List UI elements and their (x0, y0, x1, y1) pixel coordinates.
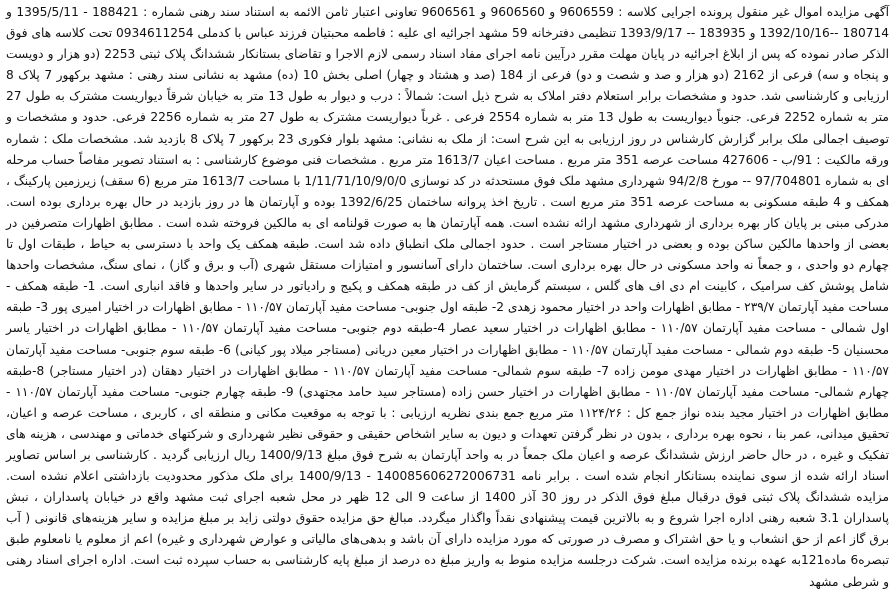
notice-body-text: آگهی مزایده اموال غیر منقول پرونده اجرایی کلاسه : 9606559 و 9606560 و 9606561 تعاونی اعتبار ثامن الائمه به استناد سند رهنی شماره : 188421 - 1395/5/11 و 180714 --1392/10/16 و 183935 -- 1393/9/17 تنظیمی دفترخانه 59 مشهد اجرائیه ای علیه : فاطمه محبتیان فرزند عباس با کدملی 0934611254 تحت کلاسه های فوق الذکر صادر نموده که پس از ابلاغ اجرائیه در پایان مهلت مقرر درآیین نامه اجرای مفاد اسناد رسمی لازم الاجرا و تقاضای بستانکار ششدانگ پلاک ثبتی 2253 (دو هزار و دویست و پنجاه و سه) فرعی از 2162 (دو هزار و صد و شصت و دو) فرعی از 184 (صد و هشتاد و چهار) اصلی بخش 10 (ده) مشهد به نشانی سند رهنی : مشهد برکهور 7 پلاک 8 ارزیابی و کارشناسی شد. حدود و مشخصات برابر استعلام دفتر املاک به شرح ذیل است: شمالاً : درب و دیوار به طول 13 متر به خیابان شرقاً دیواریست مشترک به طول 27 متر به شماره 2252 فرعی. جنوباً دیواریست به طول 13 متر به شماره 2554 فرعی . غرباً دیواریست مشترک به طول 27 متر به شماره 2256 فرعی. حدود و مشخصات و توصیف اجمالی ملک برابر گزارش کارشناس در روز ارزیابی به این شرح است: از ملک به نشانی: مشهد بلوار فکوری 23 برکهور 7 پلاک 8 بازدید شد. مشخصات ملک : شماره ورقه مالکیت : 91/ب - 427606 مساحت عرصه 351 متر مربع . مساحت اعیان 1613/7 متر مربع . مشخصات فنی موضوع کارشناسی : به استناد تصویر مفاصاً حساب مرحله ای به شماره 97/704801 -- مورخ 94/2/8 شهرداری مشهد ملک فوق مستحدثه در کد نوسازی 1/11/71/10/9/0/0 با مساحت 1613/7 متر مربع (6 سقف) زیرزمین پارکینگ ، همکف و 4 طبقه مسکونی به مساحت عرصه 351 متر مربع است . تاریخ اخذ پروانه ساختمان 1392/6/25 بوده و آپارتمان ها در روز بازدید در حال بهره برداری بوده است. مدرکی مبنی بر پایان کار بهره برداری از شهرداری مشهد ارائه نشده است. همه آپارتمان ها به صورت قولنامه ای به مالکین فروخته شده است . مطابق اظهارات متصرفین در بعضی از واحدها مالکین ساکن بوده و بعضی در اختیار مستاجر است . حدود اجمالی ملک انطباق داده شد است. طبقه همکف یک واحد با دسترسی به حیاط ، طبقات اول تا چهارم دو واحدی ، و جمعاً نه واحد مسکونی در حال بهره برداری است. ساختمان دارای آسانسور و امتیازات مستقل شهری (آب و برق و گاز) ، نمای سنگ، مشخصات واحدها شامل پوشش کف سرامیک ، کابینت ام دی اف های گلس ، سیستم گرمایش از کف در طبقه همکف و پکیج و رادیاتور در سایر واحدها و فاقد انباری است. 1- طبقه همکف - مساحت مفید آپارتمان ۲۳۹/۷ - مطابق اظهارات واحد در اختیار محمود زهدی 2- طبقه اول جنوبی- مساحت مفید آپارتمان ۱۱۰/۵۷ - مطابق اظهارات در اختیار امیری پور 3- طبقه اول شمالی - مساحت مفید آپارتمان ۱۱۰/۵۷ - مطابق اظهارات در اختیار سعید عصار 4-طبقه دوم جنوبی- مساحت مفید آپارتمان ۱۱۰/۵۷ - مطابق اظهارات در اختیار یاسر محسنیان 5- طبقه دوم شمالی - مساحت مفید آپارتمان ۱۱۰/۵۷ - مطابق اظهارات در اختیار معین دریانی (مستاجر میلاد پور کیانی) 6- طبقه سوم جنوبی- مساحت مفید آپارتمان ۱۱۰/۵۷ - مطابق اظهارات در اختیار مهدی مومن زاده 7- طبقه سوم شمالی- مساحت مفید آپارتمان ۱۱۰/۵۷ - مطابق اظهارات در اختیار دهقان (در اختیار مستاجر) 8-طبقه چهارم شمالی- مساحت مفید آپارتمان ۱۱۰/۵۷ - مطابق اظهارات در اختیار حسن زاده (مستاجر سید حامد مجتهدی) 9- طبقه چهارم جنوبی- مساحت مفید آپارتمان ۱۱۰/۵۷ - مطابق اظهارات در اختیار مجید بنده نواز جمع کل : ۱۱۲۴/۲۶ متر مربع جمع بندی نظریه ارزیابی : با توجه به موقعیت مکانی و منطقه ای ، کاربری ، مساحت عرصه و اعیان، تحقیق میدانی، عمر بنا ، نحوه بهره برداری ، بدون در نظر گرفتن تعهدات و دیون به سایر اشخاص حقیقی و حقوقی نظیر شهرداری و شرکتهای خدماتی و مهندسی ، هزینه های تفکیک و غیره ، در حال حاضر ارزش ششدانگ عرصه و اعیان ملک جمعاً در به واحد آپارتمان به شرح فوق مبلغ 1400/9/13 ریال ارزیابی گردید . کارشناسی بر اساس تصاویر اسناد ارائه شده از سوی نماینده بستانکار انجام شده است . برابر نامه 140085606272006731 - 1400/9/13 برای ملک مذکور محدودیت بازداشتی اعلام نشده است. مزایده ششدانگ پلاک ثبتی فوق درقبال مبلغ فوق الذکر در روز 30 آذر 1400 از ساعت 9 الی 12 ظهر در محل شعبه اجرای ثبت مشهد واقع در خیابان پاسداران ، نبش پاسداران 3.1 شعبه رهنی اداره اجرا شروع و به بالاترین قیمت پیشنهادی نقداً واگذار میگردد. مبالغ حق مزایده حقوق دولتی زاید بر مبلغ مزایده و سایر هزینه‌های قانونی ( آب برق گاز اعم از حق انشعاب و یا حق اشتراک و مصرف در صورتی که مورد مزایده دارای آن باشد و بدهی‌های مالیاتی و عوارض شهرداری و غیره) اعم از معلوم یا نامعلوم طبق تبصره6 ماده121به عهده برنده مزایده است. شرکت درجلسه مزایده منوط به واریز مبلغ ده درصد از مبلغ پایه کارشناسی به حساب سپرده ثبت است. اداره اجرای اسناد رهنی و شرطی مشهد (6, 5, 890, 589)
